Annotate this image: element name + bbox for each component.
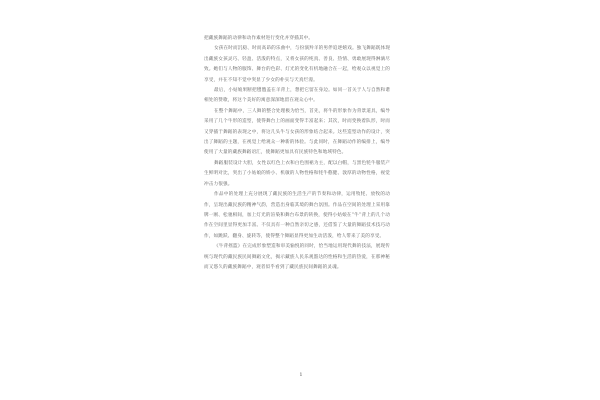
- paragraph: 在整个舞蹈中，三人舞的整合处理极为恰当，首先，将牛的形象作为背景道具，编导采用了几个牛形的造型，使得舞台上的画面变得丰富起来；其次，时而变换着队形，时而又穿插于舞蹈的表现之中，将这几头牛与女孩的形象结合起来。这些造型动作的设计，突出了舞蹈的主题，在视觉上给观众一种新的体验。与此同时，在舞蹈动作的编排上，编导使用了大量的藏族舞蹈语汇，使舞蹈更加具有民族特色和地域特色。: [204, 108, 390, 156]
- paragraph: 《牛背摇篮》在完成形象塑造和审美愉悦的同时，恰当地运用现代舞的技法，展现传统与现代的藏民族民间舞蹈文化，揭示藏族人民乐观豁达的性格和生活的热爱，在那神秘而又悠久的藏族舞蹈中，观者似乎看到了藏民族民间舞蹈的灵魂。: [204, 244, 390, 270]
- paragraph: 舞蹈服装设计大胆，女性以红色上衣和白色围裙为主，配以白帽，与黑色牦牛服装产生鲜明对比，突出了小姑娘的娇小、机敏的人物性格和牦牛憨健、敦厚的动物性格，视觉冲击力很强。: [204, 160, 390, 187]
- text-column: [204, 34, 390, 273]
- paragraph: 女孩在时而沉稳、时而高昂的乐曲中，与扮演羚羊的男伴追逐嬉戏。独飞舞蹈既体现出藏族女孩灵巧、轻盈、活泼的特点，又将女孩的纯真、善良、热情、勇敢展现得淋漓尽致。她们与人物的服饰、舞台的色彩、灯光的变化有机地融合在一起，给观众以视觉上的享受，并在不知不觉中突显了少女的朴实与天真烂漫。: [204, 46, 390, 83]
- paragraph: 把藏族舞蹈的动律和动作素材进行变化并穿插其中。: [204, 36, 314, 41]
- page-number: 1: [299, 372, 303, 378]
- paragraph: 最后，小姑娘果断把氆氇盖在羊背上，想把它留在身边。如同一首关于人与自然和谐相处的赞歌，将这个美好的寓意深深地留在观众心中。: [204, 88, 390, 104]
- paragraph: 作品中的处理上充分展现了藏民族的生活生产的节奏和动律，运用牧牦、放牧的动作，呈现出藏民族的精神气韵，营造出身临其境的舞台氛围。作品在空间的处理上采用靠牌一刚、松驰相间，加上灯光的渲染和舞台布景的转换，使得小姑娘在“牛”背上的几个动作在空间里显得更加丰富。不仅具有一种自然亲切之感，还借鉴了大量的舞蹈技术技巧动作，如跳跃、翻身、旋转等，使得整个舞蹈显得更加生动活泼，给人带来了美的享受。: [204, 192, 390, 239]
